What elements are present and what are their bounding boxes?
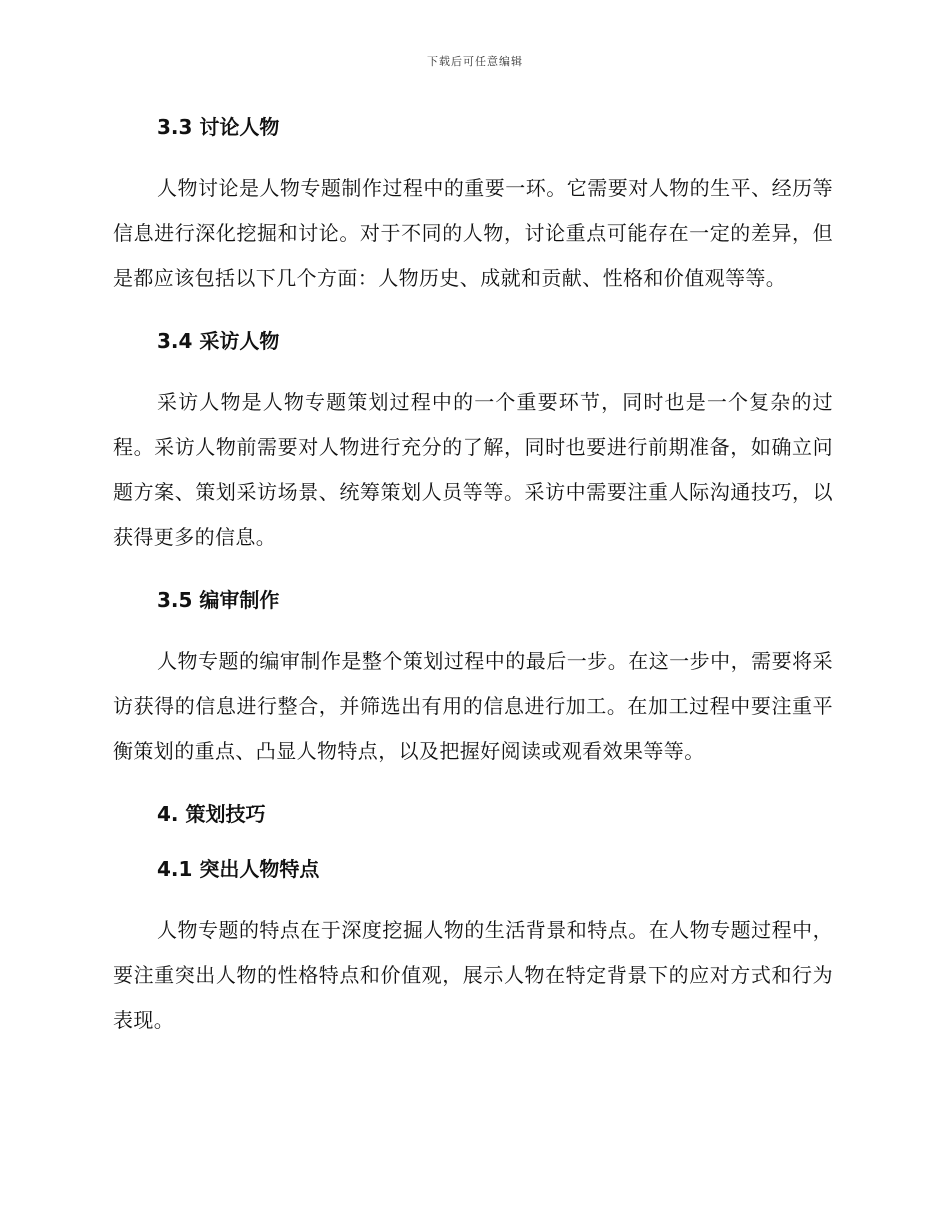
section-heading-3-3: 3.3 讨论人物 bbox=[157, 115, 280, 139]
section-heading-4: 4. 策划技巧 bbox=[157, 802, 266, 826]
section-paragraph-3-5: 人物专题的编审制作是整个策划过程中的最后一步。在这一步中，需要将采访获得的信息进行整合，并筛选出有用的信息进行加工。在加工过程中要注重平衡策划的重点、凸显人物特点，以及把握好阅读或观看效果等等。 bbox=[113, 649, 833, 763]
document-body bbox=[113, 112, 833, 1043]
page-header-note: 下载后可任意编辑 bbox=[427, 55, 523, 68]
section-paragraph-3-4: 采访人物是人物专题策划过程中的一个重要环节，同时也是一个复杂的过程。采访人物前需要对人物进行充分的了解，同时也要进行前期准备，如确立问题方案、策划采访场景、统筹策划人员等等。采访中需要注重人际沟通技巧，以获得更多的信息。 bbox=[113, 390, 833, 549]
section-heading-3-4: 3.4 采访人物 bbox=[157, 329, 280, 353]
section-heading-4-1: 4.1 突出人物特点 bbox=[157, 857, 320, 881]
section-paragraph-3-3: 人物讨论是人物专题制作过程中的重要一环。它需要对人物的生平、经历等信息进行深化挖掘和讨论。对于不同的人物，讨论重点可能存在一定的差异，但是都应该包括以下几个方面：人物历史、成就和贡献、性格和价值观等等。 bbox=[113, 176, 833, 290]
section-paragraph-4-1: 人物专题的特点在于深度挖掘人物的生活背景和特点。在人物专题过程中，要注重突出人物的性格特点和价值观，展示人物在特定背景下的应对方式和行为表现。 bbox=[113, 918, 833, 1032]
section-heading-3-5: 3.5 编审制作 bbox=[157, 588, 280, 612]
